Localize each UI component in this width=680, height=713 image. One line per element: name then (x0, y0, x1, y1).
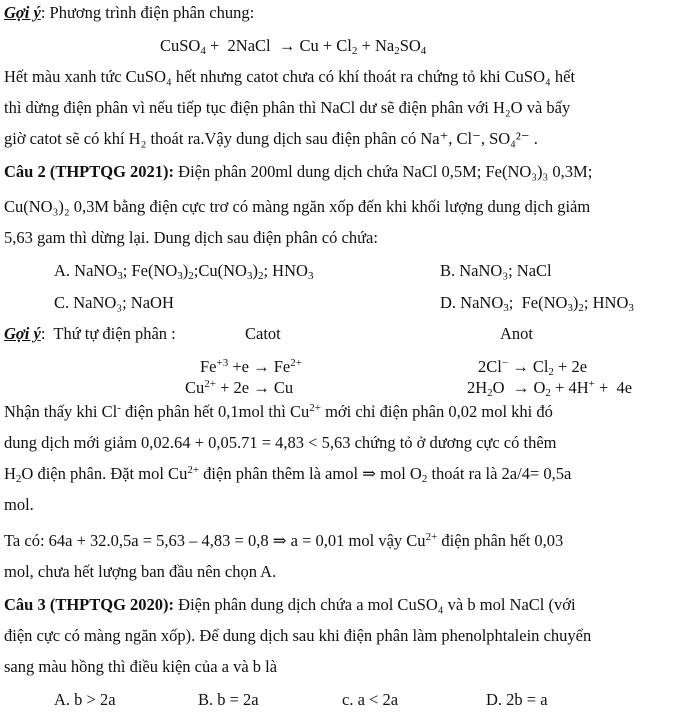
cathode-reaction-2: $Cu^{2+} + 2e \to Cu$ (185, 378, 294, 397)
q3-title: Câu 3 (THPTQG 2020): (4, 595, 175, 614)
q2-option-d: D. NaNO$_3$; $Fe(NO_3)_2$; $HNO_3$ (440, 293, 634, 314)
expl-line1-mid: điện phân hết 0,1mol thì Cu (125, 402, 310, 421)
q3-text1: Điện phân dung dịch chứa a mol CuSO₄ và b mol NaCl (với (178, 595, 576, 614)
q2-option-b: B. NaNO₃; NaCl (440, 261, 552, 280)
hint2-label: Gợi ý (4, 324, 41, 343)
expl-line1: Nhận thấy khi Cl- điện phân hết 0,1mol thì $Cu^{2+}$ mới chỉ điện phân 0,02 mol khi đó (4, 402, 553, 421)
cathode-heading: Catot (245, 324, 281, 343)
expl-line1-end: mới chỉ điện phân 0,02 mol khi đó (325, 402, 553, 421)
hint-intro-text: Phương trình điện phân chung: (49, 3, 255, 22)
equation-general: CuSO$_4$ + 2NaCl → $Cu + Cl_2 + Na_2SO_4$ (160, 36, 427, 57)
anode-heading: Anot (500, 324, 533, 343)
q2-line3: 5,63 gam thì dừng lại. Dung dịch sau điện phân có chứa: (4, 228, 378, 247)
q3-option-c: c. a < 2a (342, 690, 399, 709)
hint2-line: Gợi ý: Thứ tự điện phân : (4, 324, 176, 343)
expl-line3: $H_2O$ điện phân. Đặt mol $Cu^{2+}$ điện phân thêm là amol ⇒ mol $O_2$ thoát ra là 2a/4= 0,5a (4, 464, 572, 485)
sec1-line2: thì dừng điện phân vì nếu tiếp tục điện phân thì NaCl dư sẽ điện phân với H₂O và bấy (4, 98, 571, 117)
expl-line5: Ta có: 64a + 32.0,5a = 5,63 – 4,83 = 0,8 ⇒ a = 0,01 mol vậy $Cu^{2+}$ điện phân hết 0,03 (4, 531, 564, 550)
expl-line3-a: O điện phân. Đặt mol Cu (21, 464, 188, 483)
expl-line5-a: Ta có: 64a + 32.0,5a = 5,63 – 4,83 = 0,8 ⇒ a = 0,01 mol vậy Cu (4, 531, 426, 550)
sec1-line3: giờ catot sẽ có khí H₂ thoát ra.Vậy dung dịch sau điện phân có Na⁺, Cl⁻, SO₄²⁻ . (4, 129, 538, 148)
expl-line2: dung dịch mới giảm 0,02.64 + 0,05.71 = 4,83 < 5,63 chứng tỏ ở dương cực có thêm (4, 433, 557, 452)
q3-option-b: B. b = 2a (198, 690, 259, 709)
q2-option-c: C. NaNO₃; NaOH (54, 293, 174, 312)
q3-line1 (4, 595, 576, 615)
cathode-reaction-1: $Fe^{+3} +e \to Fe^{2+}$ (200, 357, 302, 376)
anode-reaction-1: $2Cl^- \to Cl_2 + 2e$ (478, 357, 588, 378)
hint-label: Gợi ý (4, 3, 41, 22)
expl-line3-b: điện phân thêm là amol ⇒ mol O (203, 464, 422, 483)
expl-line3-c: thoát ra là 2a/4= 0,5a (431, 464, 572, 483)
q2-line2: Cu(NO₃)₂ 0,3M bằng điện cực trơ có màng ngăn xốp đến khi khối lượng dung dịch giảm (4, 197, 591, 216)
q2-line1 (4, 162, 592, 182)
expl-line4: mol. (4, 495, 34, 514)
q3-line3: sang màu hồng thì điều kiện của a và b là (4, 657, 278, 676)
q3-option-d: D. 2b = a (486, 690, 548, 709)
sec1-line1: Hết màu xanh tức CuSO₄ hết nhưng catot chưa có khí thoát ra chứng tỏ khi CuSO₄ hết (4, 67, 576, 86)
q3-line2: điện cực có màng ngăn xốp). Để dung dịch sau khi điện phân làm phenolphtalein chuyển (4, 626, 592, 645)
q2-title: Câu 2 (THPTQG 2021): (4, 162, 175, 181)
expl-line6: mol, chưa hết lượng ban đầu nên chọn A. (4, 562, 277, 581)
q2-text1: Điện phân 200ml dung dịch chứa NaCl 0,5M; Fe(NO₃)₃ 0,3M; (178, 162, 593, 181)
anode-reaction-2: $2H_2O \to O_2 + 4H^+ + 4e$ (467, 378, 633, 399)
hint-intro-line: Gợi ý: Phương trình điện phân chung: (4, 3, 255, 22)
q3-option-a: A. b > 2a (54, 690, 116, 709)
hint2-order: Thứ tự điện phân : (53, 324, 176, 343)
expl-line5-b: điện phân hết 0,03 (441, 531, 564, 550)
q2-option-a: A. NaNO$_3$; $Fe(NO_3)_2;Cu(NO_3)_2$; $HNO_3$ (54, 261, 314, 282)
